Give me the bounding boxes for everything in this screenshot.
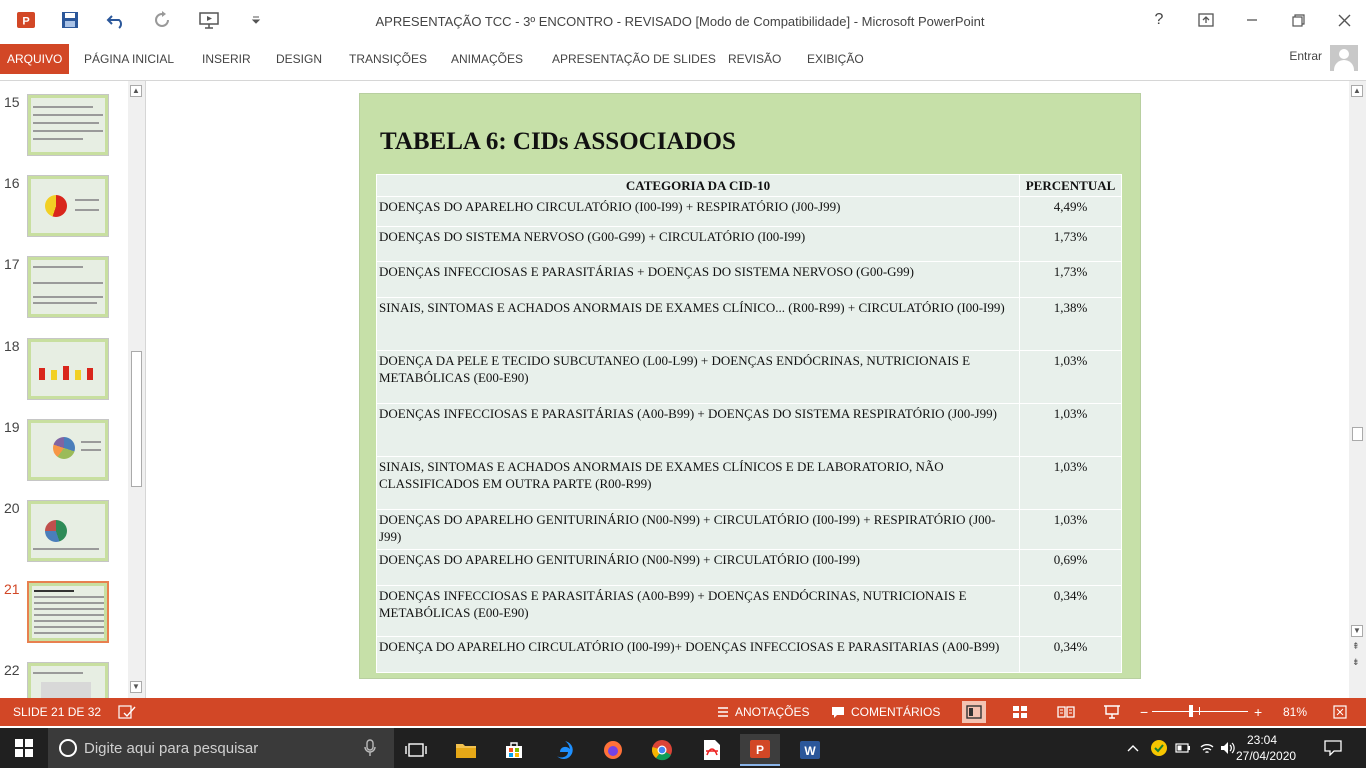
tab-exibicao[interactable]: EXIBIÇÃO <box>807 52 864 66</box>
windows-start-icon[interactable] <box>4 732 44 764</box>
thumbnail-number: 16 <box>4 175 20 191</box>
cell-category: SINAIS, SINTOMAS E ACHADOS ANORMAIS DE EXAMES CLÍNICO... (R00-R99) + CIRCULATÓRIO (I00-I99) <box>377 298 1020 351</box>
minimize-icon[interactable] <box>1238 8 1266 32</box>
search-placeholder: Digite aqui para pesquisar <box>84 739 259 757</box>
scroll-down-icon[interactable]: ▼ <box>130 681 142 693</box>
zoom-slider-center-mark <box>1199 707 1200 715</box>
taskbar-clock[interactable] <box>1236 732 1297 764</box>
redo-icon[interactable] <box>150 8 174 32</box>
tab-apresentacao-de-slides[interactable]: APRESENTAÇÃO DE SLIDES <box>552 52 716 66</box>
comments-label: COMENTÁRIOS <box>851 705 941 719</box>
cell-percent: 0,69% <box>1020 550 1122 586</box>
fit-to-window-icon[interactable] <box>1333 698 1347 726</box>
slide-thumbnail[interactable] <box>0 338 128 408</box>
table-row <box>377 298 1122 351</box>
cell-percent: 1,73% <box>1020 262 1122 298</box>
thumbnail-number: 18 <box>4 338 20 354</box>
cell-category: DOENÇAS DO APARELHO GENITURINÁRIO (N00-N99) + CIRCULATÓRIO (I00-I99) + RESPIRATÓRIO (J00-J99) <box>377 510 1020 550</box>
table-row <box>377 550 1122 586</box>
workspace <box>0 80 1366 698</box>
slide-scrollbar[interactable] <box>1349 81 1366 699</box>
scroll-down-icon[interactable]: ▼ <box>1351 625 1363 637</box>
notes-button[interactable] <box>716 698 809 726</box>
tab-pagina-inicial[interactable]: PÁGINA INICIAL <box>84 52 175 66</box>
title-bar <box>0 0 1366 44</box>
cell-category: DOENÇA DO APARELHO CIRCULATÓRIO (I00-I99)+ DOENÇAS INFECCIOSAS E PARASITARIAS (A00-B99) <box>377 637 1020 673</box>
powerpoint-taskbar-icon[interactable] <box>740 734 780 766</box>
thumbnail-number: 22 <box>4 662 20 678</box>
tab-design[interactable]: DESIGN <box>276 52 323 66</box>
cell-category: DOENÇAS DO SISTEMA NERVOSO (G00-G99) + CIRCULATÓRIO (I00-I99) <box>377 227 1020 262</box>
cell-category: DOENÇA DA PELE E TECIDO SUBCUTANEO (L00-L99) + DOENÇAS ENDÓCRINAS, NUTRICIONAIS E METABÓLICAS (E00-E90) <box>377 351 1020 404</box>
comment-icon <box>831 706 845 719</box>
tab-arquivo[interactable]: ARQUIVO <box>0 44 69 74</box>
zoom-level[interactable]: 81% <box>1283 705 1308 719</box>
cell-percent: 0,34% <box>1020 586 1122 637</box>
thumbnail-number: 15 <box>4 94 20 110</box>
spelling-check-icon[interactable] <box>118 698 136 726</box>
undo-icon[interactable] <box>104 8 128 32</box>
norton-tray-icon[interactable] <box>1150 728 1168 768</box>
thumbnail-number: 21 <box>4 581 20 597</box>
cell-category: DOENÇAS INFECCIOSAS E PARASITÁRIAS (A00-B99) + DOENÇAS DO SISTEMA RESPIRATÓRIO (J00-J99) <box>377 404 1020 457</box>
cell-percent: 0,34% <box>1020 637 1122 673</box>
table-row <box>377 227 1122 262</box>
table-row <box>377 404 1122 457</box>
slide-thumbnail[interactable] <box>0 419 128 489</box>
microsoft-store-icon[interactable] <box>494 734 534 766</box>
word-taskbar-icon[interactable] <box>790 734 830 766</box>
cid-table[interactable] <box>376 174 1122 673</box>
scroll-up-icon[interactable]: ▲ <box>130 85 142 97</box>
pdf-reader-icon[interactable] <box>692 734 732 766</box>
battery-icon[interactable] <box>1175 728 1191 768</box>
cell-percent: 1,38% <box>1020 298 1122 351</box>
cell-percent: 1,73% <box>1020 227 1122 262</box>
cell-category: DOENÇAS INFECCIOSAS E PARASITÁRIAS + DOENÇAS DO SISTEMA NERVOSO (G00-G99) <box>377 262 1020 298</box>
restore-icon[interactable] <box>1284 8 1312 32</box>
scroll-up-icon[interactable]: ▲ <box>1351 85 1363 97</box>
show-hidden-icons[interactable] <box>1127 728 1139 768</box>
thumbnail-number: 20 <box>4 500 20 516</box>
thumbnail-image <box>27 581 109 643</box>
zoom-in-icon[interactable]: + <box>1254 704 1263 720</box>
table-row <box>377 510 1122 550</box>
clock-date: 27/04/2020 <box>1236 749 1297 763</box>
close-icon[interactable] <box>1330 8 1358 32</box>
cell-category: DOENÇAS DO APARELHO GENITURINÁRIO (N00-N99) + CIRCULATÓRIO (I00-I99) <box>377 550 1020 586</box>
table-row <box>377 457 1122 510</box>
zoom-slider-handle[interactable] <box>1189 705 1193 717</box>
taskbar-search-box[interactable] <box>48 728 394 768</box>
zoom-out-icon[interactable]: − <box>1140 704 1149 720</box>
powerpoint-logo-icon <box>14 8 38 32</box>
next-slide-icon[interactable]: ⇟ <box>1352 657 1360 667</box>
previous-slide-icon[interactable]: ⇞ <box>1352 641 1360 651</box>
table-row <box>377 262 1122 298</box>
edge-browser-icon[interactable] <box>544 734 584 766</box>
thumbnail-image <box>27 500 109 562</box>
cell-category: DOENÇAS INFECCIOSAS E PARASITÁRIAS (A00-B99) + DOENÇAS ENDÓCRINAS, NUTRICIONAIS E METABÓLICAS (E00-E90) <box>377 586 1020 637</box>
cell-category: SINAIS, SINTOMAS E ACHADOS ANORMAIS DE EXAMES CLÍNICOS E DE LABORATORIO, NÃO CLASSIFICADOS EM OUTRA PARTE (R00-R99) <box>377 457 1020 510</box>
slide-thumbnail[interactable] <box>0 500 128 570</box>
customize-qat-icon[interactable] <box>246 8 266 32</box>
file-explorer-icon[interactable] <box>446 734 486 766</box>
slide-counter: SLIDE 21 DE 32 <box>13 705 102 719</box>
firefox-icon[interactable] <box>593 734 633 766</box>
slide-sorter-icon[interactable] <box>1008 701 1032 723</box>
reading-view-icon[interactable] <box>1054 701 1078 723</box>
wifi-icon[interactable] <box>1199 728 1215 768</box>
column-header-percent: PERCENTUAL <box>1020 175 1122 197</box>
tab-animacoes[interactable]: ANIMAÇÕES <box>451 52 524 66</box>
thumbnail-image <box>27 175 109 237</box>
column-header-category: CATEGORIA DA CID-10 <box>377 175 1020 197</box>
zoom-slider-track[interactable] <box>1152 711 1248 712</box>
sign-in-link[interactable]: Entrar <box>1289 49 1322 63</box>
tab-revisao[interactable]: REVISÃO <box>728 52 782 66</box>
thumbnail-image <box>27 419 109 481</box>
comments-button[interactable] <box>831 698 940 726</box>
task-view-icon[interactable] <box>396 734 436 766</box>
table-row <box>377 197 1122 227</box>
cell-percent: 4,49% <box>1020 197 1122 227</box>
normal-view-icon[interactable] <box>962 701 986 723</box>
cell-percent: 1,03% <box>1020 351 1122 404</box>
slide-thumbnail-pane <box>0 81 146 699</box>
table-row <box>377 586 1122 637</box>
svg-text:P: P <box>22 15 30 28</box>
help-icon[interactable]: ? <box>1154 11 1164 28</box>
thumbnail-image <box>27 338 109 400</box>
start-from-beginning-icon[interactable] <box>196 8 222 32</box>
notifications-icon[interactable] <box>1324 728 1342 768</box>
cell-percent: 1,03% <box>1020 510 1122 550</box>
thumbnail-image <box>27 256 109 318</box>
slide-thumbnail[interactable] <box>0 256 128 326</box>
tab-transicoes[interactable]: TRANSIÇÕES <box>349 52 428 66</box>
volume-icon[interactable] <box>1220 728 1236 768</box>
status-bar <box>0 698 1366 726</box>
chrome-icon[interactable] <box>642 734 682 766</box>
slideshow-view-icon[interactable] <box>1100 701 1124 723</box>
svg-text:W: W <box>804 744 816 758</box>
thumbnail-scrollbar[interactable] <box>128 81 145 699</box>
table-row <box>377 351 1122 404</box>
notes-label: ANOTAÇÕES <box>735 705 810 719</box>
scroll-thumb[interactable] <box>131 351 142 487</box>
ribbon-tab-bar <box>0 44 1366 74</box>
thumbnail-number: 19 <box>4 419 20 435</box>
microphone-icon <box>364 739 376 757</box>
clock-time: 23:04 <box>1246 733 1278 747</box>
cell-category: DOENÇAS DO APARELHO CIRCULATÓRIO (I00-I99) + RESPIRATÓRIO (J00-J99) <box>377 197 1020 227</box>
cell-percent: 1,03% <box>1020 404 1122 457</box>
save-icon[interactable] <box>58 8 82 32</box>
tab-inserir[interactable]: INSERIR <box>202 52 251 66</box>
window-title: APRESENTAÇÃO TCC - 3º ENCONTRO - REVISADO [Modo de Compatibilidade] - Microsoft PowerPoint <box>375 14 985 29</box>
cell-percent: 1,03% <box>1020 457 1122 510</box>
slide-title[interactable]: TABELA 6: CIDs ASSOCIADOS <box>380 128 736 155</box>
thumbnail-number: 17 <box>4 256 20 272</box>
svg-text:P: P <box>755 743 765 757</box>
slide-thumbnail[interactable] <box>0 175 128 245</box>
slide-canvas[interactable] <box>359 93 1141 679</box>
ribbon-display-options-icon[interactable] <box>1192 8 1220 32</box>
table-row <box>377 637 1122 673</box>
thumbnail-image <box>27 94 109 156</box>
avatar[interactable] <box>1330 45 1358 71</box>
slide-thumbnail[interactable] <box>0 94 128 164</box>
scroll-thumb[interactable] <box>1352 427 1363 441</box>
cortana-icon <box>58 738 78 758</box>
notes-icon <box>716 706 730 718</box>
slide-thumbnail-active[interactable] <box>0 581 128 651</box>
windows-taskbar <box>0 728 1366 768</box>
